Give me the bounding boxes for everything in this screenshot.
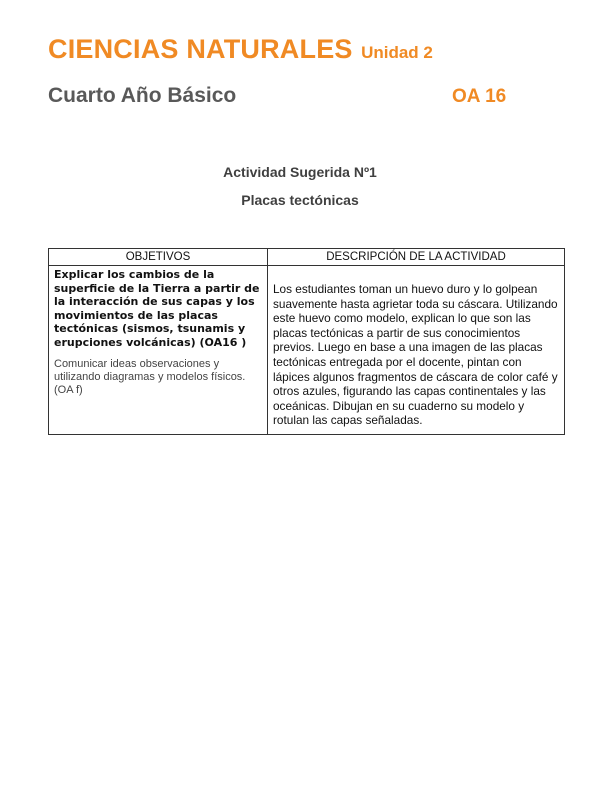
objective-note-text: Comunicar ideas observaciones y utilizando diagramas y modelos físicos. (OA f) [54, 357, 246, 396]
activity-subtitle: Placas tectónicas [241, 192, 359, 208]
table-row [49, 266, 565, 435]
subject-heading [48, 34, 433, 65]
header-objectives: OBJETIVOS [49, 249, 268, 266]
objectives-cell [49, 266, 268, 435]
grade-title: Cuarto Año Básico [48, 84, 237, 107]
unit-label: Unidad 2 [361, 43, 433, 62]
header-description: DESCRIPCIÓN DE LA ACTIVIDAD [268, 249, 565, 266]
activity-table [48, 248, 565, 435]
oa-label: OA 16 [452, 86, 507, 107]
activity-title: Actividad Sugerida Nº1 [223, 164, 377, 180]
objective-main-text: Explicar los cambios de la superficie de la Tierra a partir de la interacción de sus capas y los movimientos de las placas tectónicas (sismos, tsunamis y erupciones volcánicas) (OA16 ) [54, 268, 260, 349]
description-cell: Los estudiantes toman un huevo duro y lo golpean suavemente hasta agrietar toda su cáscara. Utilizando este huevo como modelo, explican lo que son las placas tectónicas a partir de sus conocimientos previos. Luego en base a una imagen de las placas tectónicas entregada por el docente, pintan con lápices algunos fragmentos de cáscara de color café y otros azules, figurando las capas continentales y las oceánicas. Dibujan en su cuaderno su modelo y rotulan las capas señaladas. [268, 266, 565, 435]
table-header-row [49, 249, 565, 266]
subject-title: CIENCIAS NATURALES [48, 34, 353, 64]
